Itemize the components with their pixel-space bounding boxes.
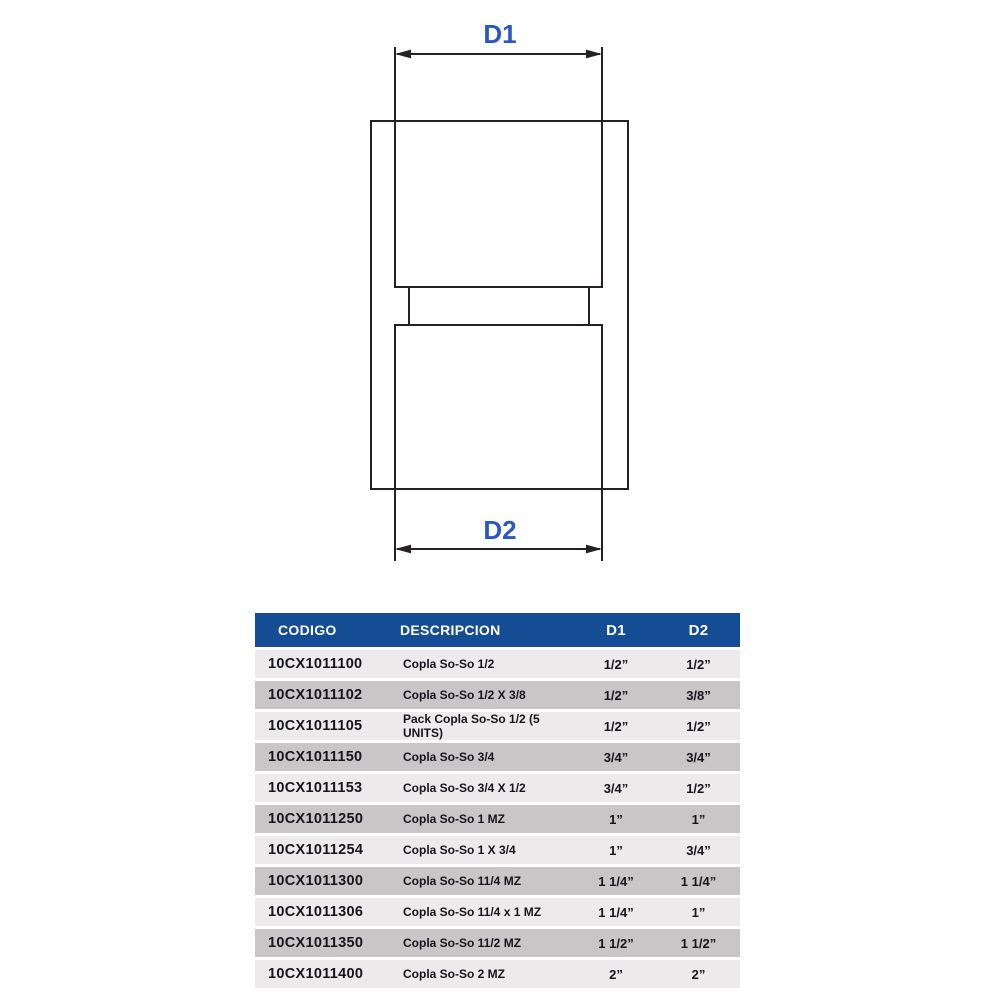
cell-descripcion: Copla So-So 1 X 3/4 — [403, 843, 516, 857]
cell-d1: 1/2” — [603, 687, 629, 703]
header-d2: D2 — [688, 621, 709, 639]
table-row — [255, 774, 740, 802]
cell-d2: 1” — [691, 904, 706, 920]
cell-codigo: 10CX1011100 — [268, 656, 363, 672]
cell-d2: 1 1/2” — [680, 935, 717, 951]
cell-codigo: 10CX1011250 — [268, 811, 364, 827]
cell-descripcion: Pack Copla So-So 1/2 (5 UNITS) — [403, 712, 540, 740]
cell-d2: 2” — [691, 966, 706, 982]
cell-descripcion: Copla So-So 11/2 MZ — [403, 936, 522, 950]
d1-arrowhead-left — [395, 50, 411, 59]
table-row — [255, 805, 740, 833]
table-row — [255, 929, 740, 957]
d1-arrowhead-right — [586, 50, 602, 59]
cell-descripcion: Copla So-So 3/4 — [403, 750, 495, 764]
table-row — [255, 836, 740, 864]
cell-d2: 3/4” — [686, 842, 711, 858]
spec-table-header — [255, 613, 740, 647]
coupling-upper-socket — [395, 121, 602, 287]
cell-descripcion: Copla So-So 1 MZ — [403, 812, 505, 826]
table-row — [255, 867, 740, 895]
header-d1: D1 — [606, 621, 626, 639]
cell-codigo: 10CX1011102 — [268, 687, 363, 703]
cell-descripcion: Copla So-So 1/2 X 3/8 — [403, 688, 526, 702]
cell-codigo: 10CX1011153 — [268, 780, 363, 796]
cell-d1: 1” — [609, 811, 623, 827]
cell-descripcion: Copla So-So 11/4 MZ — [403, 874, 522, 888]
cell-d1: 1 1/4” — [598, 904, 634, 920]
cell-d2: 3/4” — [686, 749, 711, 765]
coupling-center-neck — [409, 287, 589, 325]
cell-d2: 1/2” — [686, 780, 711, 796]
cell-d2: 1/2” — [686, 718, 711, 734]
dimension-label-d2: D2 — [483, 515, 517, 545]
header-codigo: CODIGO — [278, 622, 337, 638]
cell-descripcion: Copla So-So 3/4 X 1/2 — [403, 781, 526, 795]
spec-table — [255, 613, 740, 988]
cell-d2: 1 1/4” — [680, 873, 717, 889]
cell-d2: 1/2” — [686, 656, 711, 672]
cell-codigo: 10CX1011400 — [268, 966, 364, 982]
table-row — [255, 712, 740, 740]
cell-descripcion: Copla So-So 1/2 — [403, 657, 495, 671]
cell-codigo: 10CX1011105 — [268, 718, 363, 734]
header-descripcion: DESCRIPCION — [400, 622, 501, 638]
cell-d1: 1 1/2” — [598, 935, 634, 951]
dimension-label-d1: D1 — [483, 19, 517, 49]
cell-codigo: 10CX1011300 — [268, 873, 364, 889]
coupling-lower-socket — [395, 325, 602, 489]
d2-arrowhead-left — [395, 545, 411, 554]
cell-d1: 1” — [609, 842, 623, 858]
cell-d1: 1 1/4” — [598, 873, 634, 889]
cell-d1: 1/2” — [603, 718, 629, 734]
cell-d1: 3/4” — [603, 780, 629, 796]
cell-codigo: 10CX1011150 — [268, 749, 363, 765]
cell-codigo: 10CX1011254 — [268, 842, 364, 858]
cell-codigo: 10CX1011350 — [268, 935, 364, 951]
cell-descripcion: Copla So-So 2 MZ — [403, 967, 505, 981]
table-row — [255, 898, 740, 926]
cell-descripcion: Copla So-So 11/4 x 1 MZ — [403, 905, 542, 919]
cell-codigo: 10CX1011306 — [268, 904, 364, 920]
table-row — [255, 960, 740, 988]
table-row — [255, 650, 740, 678]
cell-d2: 3/8” — [686, 687, 711, 703]
cell-d2: 1” — [691, 811, 706, 827]
table-row — [255, 743, 740, 771]
cell-d1: 1/2” — [603, 656, 629, 672]
d2-arrowhead-right — [586, 545, 602, 554]
table-row — [255, 681, 740, 709]
cell-d1: 2” — [609, 966, 623, 982]
cell-d1: 3/4” — [603, 749, 629, 765]
